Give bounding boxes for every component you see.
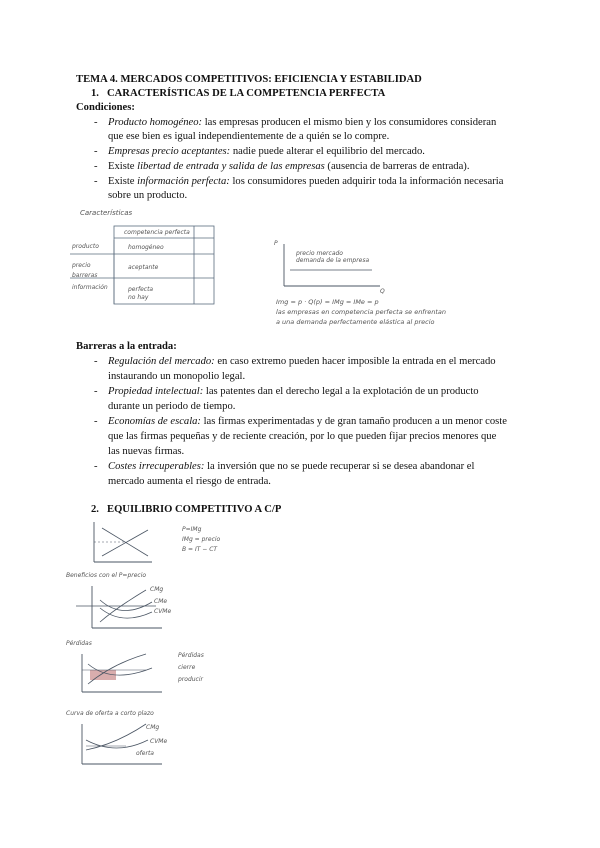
curve-label: CMg: [150, 586, 164, 593]
cost-curves-sketch: [66, 572, 226, 632]
barrier-text-cont: que las firmas pequeñas y de reciente creación, por lo que pueden fijar precios menores que: [108, 431, 497, 442]
supply-label: oferta: [136, 750, 154, 757]
barrier-term: Economías de escala:: [108, 416, 201, 427]
barrier-text: las firmas experimentadas y de gran tamaño producen a un menor coste: [200, 416, 507, 427]
section2-number: 2.: [91, 504, 99, 515]
sketch-note: P=IMg: [182, 526, 202, 533]
table-row-label: precio: [72, 262, 91, 269]
condition-text: los consumidores pueden adquirir toda la información necesaria: [229, 176, 504, 187]
condition-item: [108, 115, 496, 130]
condition-text: nadie puede alterar el equilibrio del mercado.: [230, 146, 425, 157]
axis-x-label: Q: [380, 288, 385, 295]
condition-text: (ausencia de barreras de entrada).: [324, 161, 470, 172]
graph-label: demanda de la empresa: [296, 257, 370, 264]
section1-title: CARACTERÍSTICAS DE LA COMPETENCIA PERFECTA: [107, 88, 386, 99]
condition-text-cont: que ese bien es igual independientemente de a quién se lo compre.: [108, 131, 390, 142]
graph-label: precio mercado: [296, 250, 343, 257]
bullet-dash: -: [94, 117, 98, 128]
bullet-dash: -: [94, 386, 98, 397]
bullet-dash: -: [94, 416, 98, 427]
bullet-dash: -: [94, 461, 98, 472]
demand-graph-sketch: [268, 236, 508, 334]
sketch-title: Beneficios con el P=precio: [66, 572, 147, 579]
table-row-value: homogéneo: [128, 244, 164, 251]
curve-label: CVMe: [154, 608, 172, 615]
axis-y-label: P: [274, 240, 278, 247]
bullet-dash: -: [94, 146, 98, 157]
bullet-dash: -: [94, 176, 98, 187]
barrier-item: [108, 459, 474, 474]
condition-item: [108, 144, 425, 159]
losses-label: producir: [178, 676, 203, 683]
table-row-label: barreras: [72, 272, 98, 279]
barrier-text-cont: las nuevas firmas.: [108, 446, 185, 457]
barrier-term: Propiedad intelectual:: [108, 386, 204, 397]
condition-term: libertad de entrada y salida de las empresas: [137, 161, 325, 172]
table-header: competencia perfecta: [124, 229, 190, 236]
barrier-text: las patentes dan el derecho legal a la explotación de un producto: [203, 386, 479, 397]
sketch-title: Pérdidas: [66, 640, 92, 647]
barrier-text: la inversión que no se puede recuperar si se desea abandonar el: [204, 461, 475, 472]
barrier-term: Costes irrecuperables:: [108, 461, 205, 472]
supply-curve-sketch: [66, 710, 226, 770]
table-row-label: información: [72, 284, 108, 291]
section2-title: EQUILIBRIO COMPETITIVO A C/P: [107, 504, 282, 515]
condition-text-cont: sobre un producto.: [108, 190, 188, 201]
table-row-value: no hay: [128, 294, 149, 301]
supply-curves: [66, 710, 226, 770]
equilibrium-sketch: [82, 518, 282, 568]
condition-term: Empresas precio aceptantes:: [108, 146, 231, 157]
barrier-text: en caso extremo pueden hacer imposible la entrada en el mercado: [214, 356, 496, 367]
bullet-dash: -: [94, 161, 98, 172]
sketch-title: Características: [80, 209, 133, 217]
section1-number: 1.: [91, 88, 99, 99]
losses-label: Pérdidas: [178, 652, 204, 659]
losses-label: cierre: [178, 664, 196, 671]
handwritten-table-sketch: [66, 206, 226, 306]
condition-item: Existe información perfecta: los consumidores pueden adquirir toda la información necesaria: [108, 176, 504, 187]
supply-label: CVMe: [150, 738, 168, 745]
sketch-note: IMg = precio: [182, 536, 221, 543]
graph-note: las empresas en competencia perfecta se enfrentan: [276, 308, 447, 316]
barrier-text-cont: mercado aumenta el riesgo de entrada.: [108, 476, 271, 487]
barrier-text-cont: durante un periodo de tiempo.: [108, 401, 236, 412]
barrier-term: Regulación del mercado:: [108, 356, 215, 367]
sketch-title: Curva de oferta a corto plazo: [66, 710, 154, 717]
supply-label: CMg: [146, 724, 160, 731]
condition-text: las empresas producen el mismo bien y los consumidores consideran: [202, 117, 497, 128]
table-row-label: producto: [72, 243, 99, 250]
barrier-text-cont: instaurando un monopolio legal.: [108, 371, 246, 382]
graph-note: a una demanda perfectamente elástica al precio: [276, 318, 435, 326]
barrier-item: [108, 414, 507, 429]
condition-term: Producto homogéneo:: [108, 117, 203, 128]
conditions-heading: Condiciones:: [76, 102, 135, 113]
bullet-dash: -: [94, 356, 98, 367]
barrier-item: [108, 354, 496, 369]
condition-term: información perfecta:: [137, 176, 230, 187]
graph-formula: Img = p · Q(p) = IMg = IMe = p: [276, 298, 379, 306]
barriers-heading: Barreras a la entrada:: [76, 341, 177, 352]
barrier-item: [108, 384, 479, 399]
sketch-note: B = IT − CT: [182, 546, 218, 553]
curve-label: CMe: [154, 598, 168, 605]
table-row-value: perfecta: [128, 286, 154, 293]
losses-sketch: [66, 640, 306, 696]
cost-curves: [66, 572, 226, 632]
page-title: TEMA 4. MERCADOS COMPETITIVOS: EFICIENCIA Y ESTABILIDAD: [76, 74, 422, 85]
condition-item: Existe libertad de entrada y salida de las empresas (ausencia de barreras de entrada).: [108, 161, 470, 172]
table-row-value: aceptante: [128, 264, 159, 271]
